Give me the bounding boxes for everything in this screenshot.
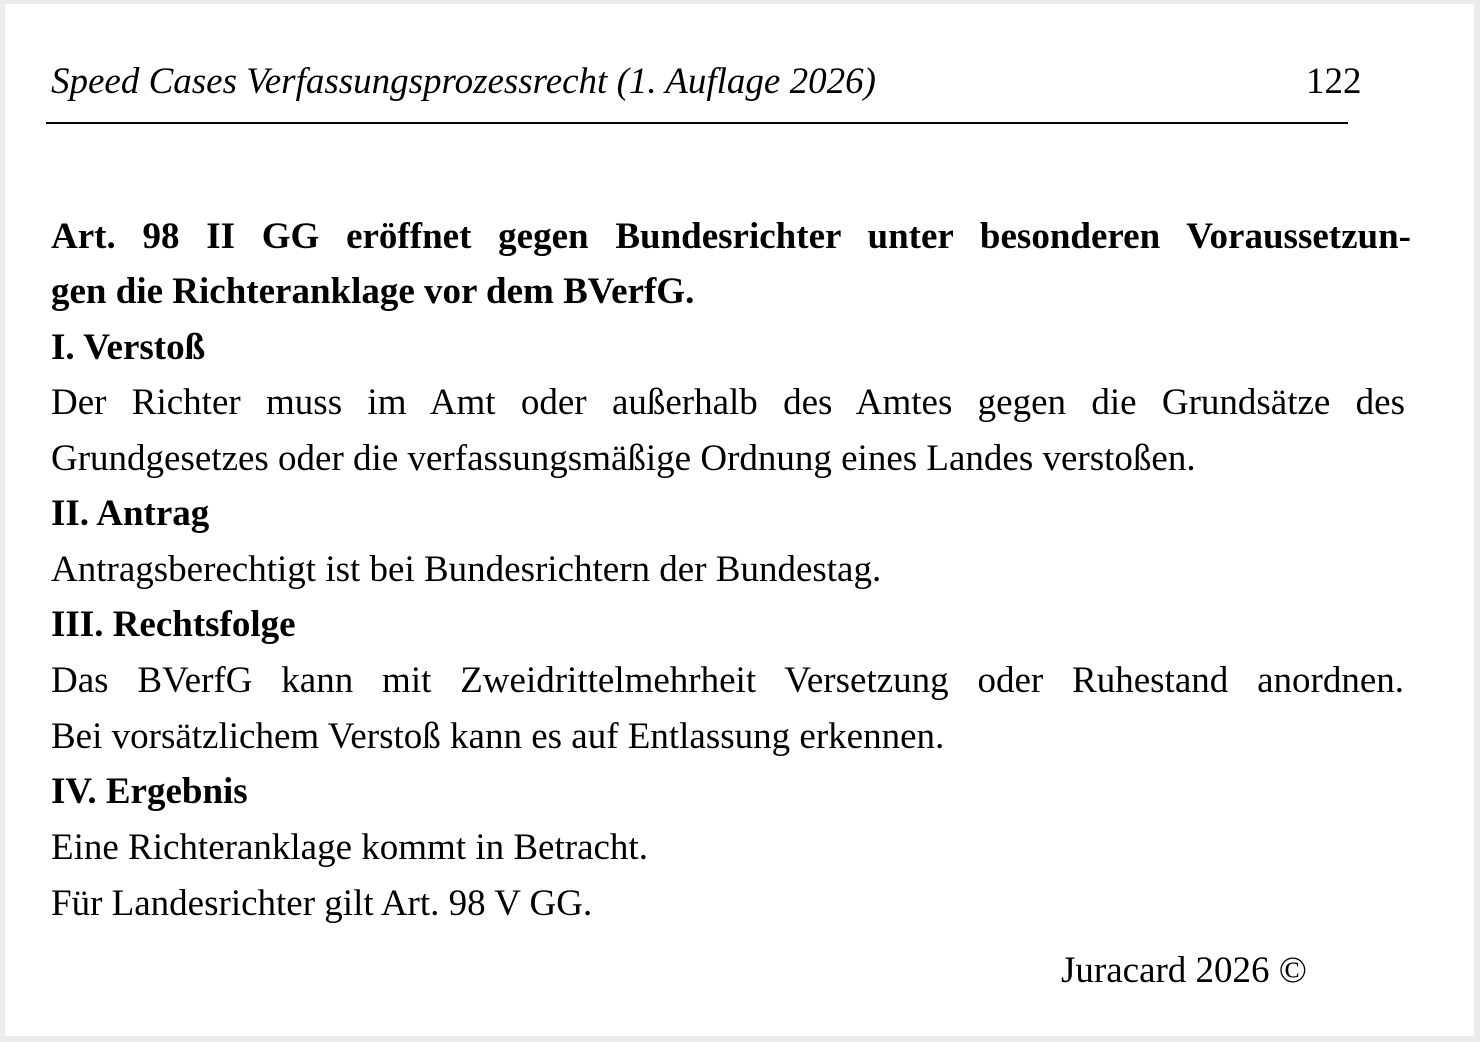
section-2-line-1: Antragsberechtigt ist bei Bundesrichtern der Bundestag.	[51, 549, 882, 590]
section-heading-verstoss: I. Verstoß	[51, 327, 206, 368]
document-page	[5, 4, 1474, 1036]
section-3-line-1: Das BVerfG kann mit Zweidrittelmehrheit Versetzung oder Ruhestand anordnen.	[51, 660, 1404, 701]
section-4-line-2: Für Landesrichter gilt Art. 98 V GG.	[51, 883, 593, 924]
footer-copyright: Juracard 2026 ©	[1061, 950, 1307, 991]
page-number: 122	[1306, 61, 1362, 102]
header-title: Speed Cases Verfassungsprozessrecht (1. Auflage 2026)	[51, 61, 876, 102]
intro-line-1: Art. 98 II GG eröffnet gegen Bundesrichter unter besonderen Voraussetzun-	[51, 216, 1411, 257]
section-heading-ergebnis: IV. Ergebnis	[51, 771, 248, 812]
header-divider	[46, 122, 1348, 124]
section-heading-rechtsfolge: III. Rechtsfolge	[51, 604, 296, 645]
section-4-line-1: Eine Richteranklage kommt in Betracht.	[51, 827, 648, 868]
section-1-line-1: Der Richter muss im Amt oder außerhalb des Amtes gegen die Grundsätze des	[51, 382, 1405, 423]
section-3-line-2: Bei vorsätzlichem Verstoß kann es auf Entlassung erkennen.	[51, 716, 945, 757]
section-1-line-2: Grundgesetzes oder die verfassungsmäßige Ordnung eines Landes verstoßen.	[51, 438, 1196, 479]
intro-line-2: gen die Richteranklage vor dem BVerfG.	[51, 271, 695, 312]
section-heading-antrag: II. Antrag	[51, 493, 210, 534]
